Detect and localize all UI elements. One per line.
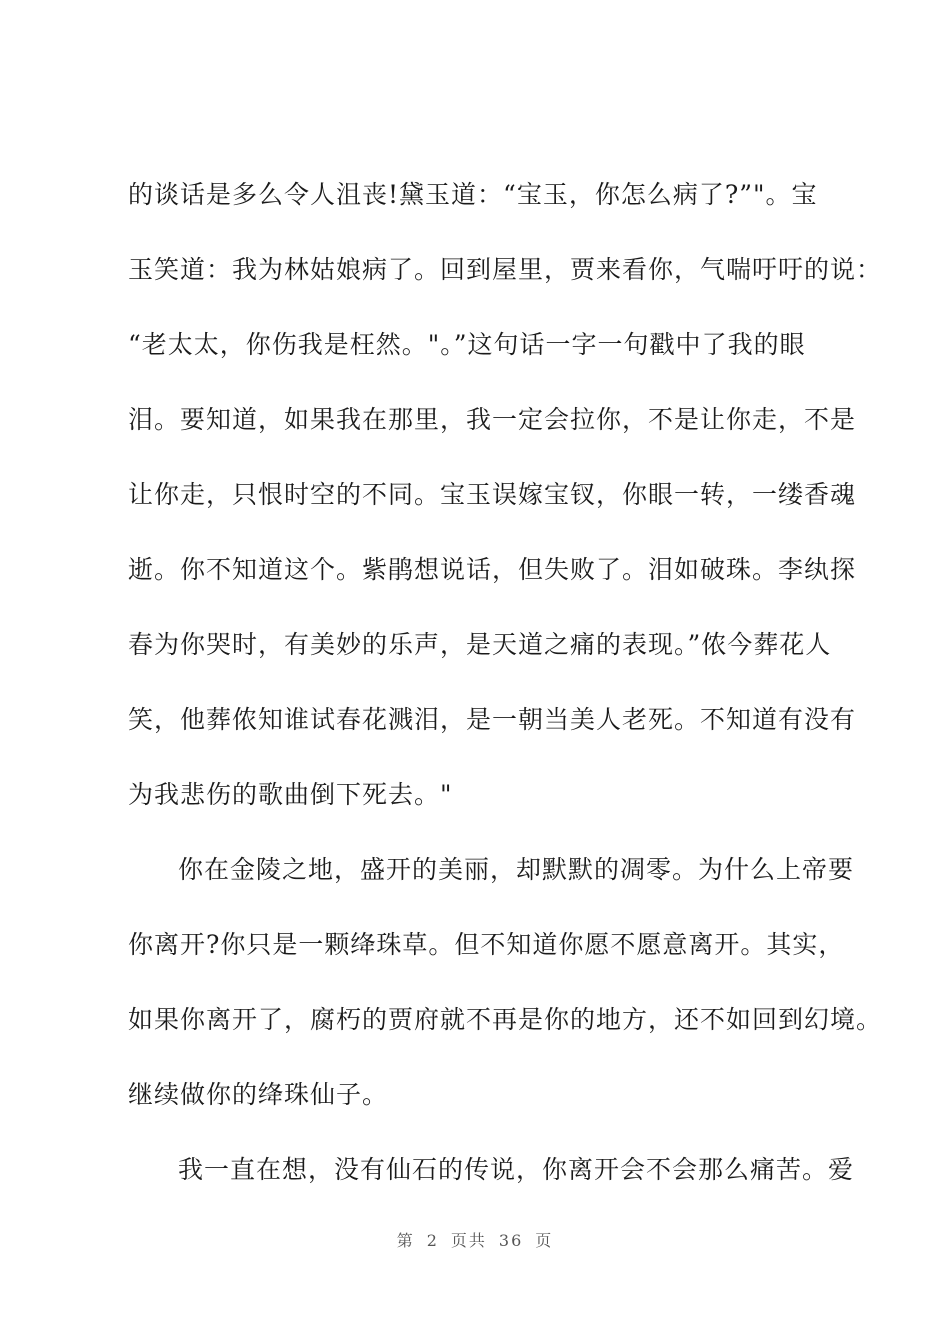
text-line: “老太太，你伤我是枉然。"。”这句话一字一句戳中了我的眼 (128, 330, 806, 359)
text-line: 继续做你的绛珠仙子。 (128, 1080, 389, 1109)
text-line: 春为你哭时，有美妙的乐声，是天道之痛的表现。”侬今葬花人 (128, 630, 832, 659)
paragraph-first-line: 你在金陵之地，盛开的美丽，却默默的凋零。为什么上帝要 (178, 855, 855, 884)
footer-suffix: 页 (535, 1231, 554, 1250)
text-line: 你离开?你只是一颗绛珠草。但不知道你愿不愿意离开。其实， (128, 930, 845, 959)
text-line: 逝。你不知道这个。紫鹃想说话，但失败了。泪如破珠。李纨探 (128, 555, 857, 584)
text-line: 的谈话是多么令人沮丧!黛玉道：“宝玉，你怎么病了?”"。宝 (128, 180, 818, 209)
text-line: 让你走，只恨时空的不同。宝玉误嫁宝钗，你眼一转，一缕香魂 (128, 480, 857, 509)
total-pages: 36 (498, 1231, 524, 1250)
page-number: 2 (426, 1231, 439, 1250)
text-line: 为我悲伤的歌曲倒下死去。" (128, 780, 453, 809)
text-line: 泪。要知道，如果我在那里，我一定会拉你，不是让你走，不是 (128, 405, 857, 434)
paragraph-first-line: 我一直在想，没有仙石的传说，你离开会不会那么痛苦。爱 (178, 1155, 855, 1184)
text-line: 玉笑道：我为林姑娘病了。回到屋里，贾来看你，气喘吁吁的说： (128, 255, 883, 284)
footer-middle: 页共 (450, 1231, 487, 1250)
footer-prefix: 第 (396, 1231, 415, 1250)
text-line: 如果你离开了，腐朽的贾府就不再是你的地方，还不如回到幻境。 (128, 1005, 883, 1034)
text-line: 笑，他葬侬知谁试春花溅泪，是一朝当美人老死。不知道有没有 (128, 705, 857, 734)
page-footer (0, 1228, 950, 1251)
